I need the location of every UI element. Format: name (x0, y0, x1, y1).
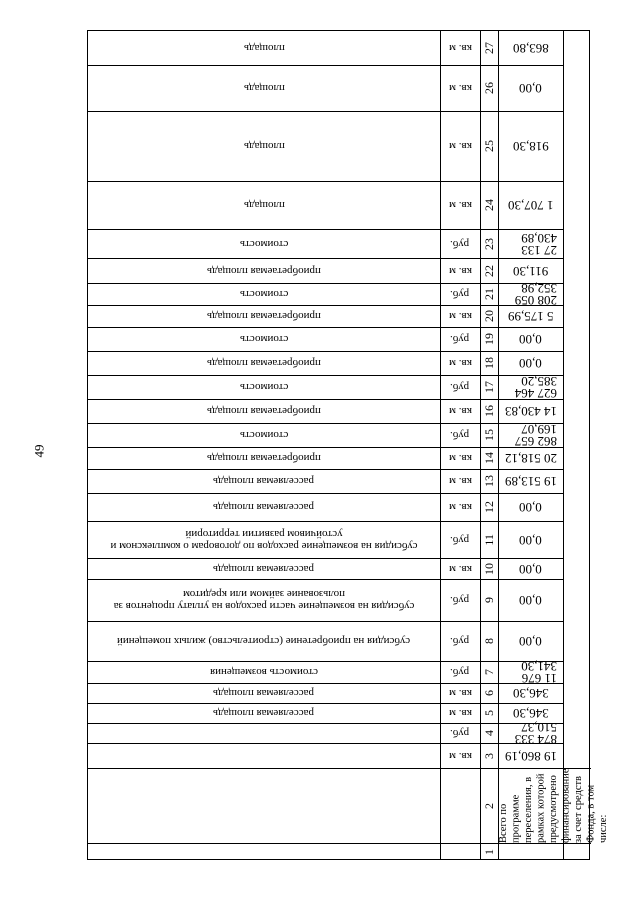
page-number: 49 (31, 444, 47, 458)
row-description (88, 469, 440, 493)
row-unit (440, 683, 480, 703)
row-divider (88, 843, 591, 844)
row-unit (440, 65, 480, 111)
row-number-text: 23 (482, 237, 496, 250)
row-unit (440, 423, 480, 447)
header-col-1-text: 1 (482, 849, 496, 855)
row-unit (440, 283, 480, 305)
row-description-text: стоимость (239, 429, 289, 441)
row-description-text: расселяемая площадь (213, 687, 315, 699)
row-description (88, 558, 440, 579)
row-description-text: площадь (243, 140, 285, 152)
row-description-text: приобретаемая площадь (207, 452, 321, 464)
row-description (88, 723, 440, 743)
row-unit (440, 31, 480, 65)
row-value-text: 863,80 (512, 41, 549, 56)
row-value-text: 0,00 (519, 332, 542, 347)
row-value (498, 423, 563, 447)
row-description (88, 351, 440, 375)
row-unit-text: кв. м (448, 42, 472, 54)
row-value (498, 351, 563, 375)
row-unit-text: руб. (450, 429, 470, 441)
row-number-text: 13 (482, 475, 496, 487)
row-number (480, 65, 498, 111)
row-title-text: Всего по программе переселения, в рамках которой предусмотрено финансирование за счет средств Фонда, в том числе: (498, 768, 609, 843)
row-unit-text: кв. м (448, 687, 472, 699)
row-number (480, 661, 498, 683)
row-number (480, 743, 498, 768)
row-value-text: 862 657 169,07 (514, 422, 557, 449)
row-description (88, 447, 440, 469)
row-number-text: 25 (482, 140, 496, 152)
row-description (88, 283, 440, 305)
row-description (88, 683, 440, 703)
row-unit (440, 558, 480, 579)
row-value-text: 0,00 (519, 634, 542, 649)
row-value (498, 579, 563, 621)
row-number (480, 375, 498, 399)
row-value (498, 327, 563, 351)
row-value (498, 305, 563, 327)
row-number-text: 7 (482, 669, 496, 675)
row-unit-text: кв. м (448, 357, 472, 369)
row-number-text: 27 (482, 42, 496, 54)
row-value-text: 346,30 (512, 686, 549, 701)
row-value (498, 521, 563, 558)
row-value (498, 229, 563, 258)
row-unit-text: кв. м (448, 82, 472, 94)
row-number (480, 351, 498, 375)
row-unit (440, 181, 480, 229)
row-unit-text: руб. (450, 381, 470, 393)
row-number-text: 22 (482, 264, 496, 277)
row-unit-text: кв. м (448, 140, 472, 152)
row-value (498, 558, 563, 579)
row-unit-text: руб. (450, 594, 470, 606)
row-description (88, 258, 440, 283)
row-value-text: 0,00 (519, 561, 542, 577)
row-number-text: 14 (482, 452, 496, 464)
row-value-text: 346,30 (512, 706, 549, 721)
row-description-text: субсидия на возмещение части расходов на уплату процентов за пользование займом или кредитом (113, 588, 415, 612)
row-unit (440, 305, 480, 327)
row-number-text: 15 (482, 429, 496, 441)
header-col-1 (480, 843, 498, 861)
row-number-text: 19 (482, 333, 496, 345)
row-description (88, 305, 440, 327)
row-unit (440, 111, 480, 181)
row-description (88, 375, 440, 399)
row-number (480, 111, 498, 181)
row-unit (440, 493, 480, 521)
row-description-text: стоимость (239, 333, 289, 345)
row-description-text: субсидия на возмещение расходов по договорам о комплексном и устойчивом развитии территорий (110, 527, 418, 552)
row-number-text: 12 (482, 501, 496, 513)
row-number-text: 3 (482, 752, 496, 759)
row-unit-text: кв. м (448, 264, 472, 277)
row-value (498, 720, 563, 747)
row-value-text: 0,00 (519, 356, 542, 371)
row-number (480, 469, 498, 493)
row-value-text: 1 707,30 (507, 198, 554, 213)
row-number (480, 521, 498, 558)
row-number (480, 399, 498, 423)
row-number-text: 6 (482, 690, 496, 696)
row-number (480, 447, 498, 469)
row-number (480, 31, 498, 65)
row-number (480, 558, 498, 579)
row-description (88, 31, 440, 65)
row-description (88, 423, 440, 447)
row-number-text: 4 (482, 730, 496, 736)
header-col-2 (480, 768, 498, 843)
row-value (498, 65, 563, 111)
row-number (480, 723, 498, 743)
row-value (498, 399, 563, 423)
header-col-2-text: 2 (482, 802, 496, 809)
row-number (480, 703, 498, 723)
row-number (480, 283, 498, 305)
row-value (498, 659, 563, 686)
row-unit-text: кв. м (448, 501, 472, 513)
row-value-text: 0,00 (519, 500, 542, 515)
row-number (480, 258, 498, 283)
row-description (88, 229, 440, 258)
row-number (480, 579, 498, 621)
row-value (498, 683, 563, 703)
row-number (480, 229, 498, 258)
row-value-text: 5 175,99 (507, 309, 554, 324)
row-unit-text: кв. м (448, 405, 472, 417)
row-description-text: расселяемая площадь (213, 501, 315, 513)
row-description-text: стоимость (239, 381, 289, 393)
row-description-text: стоимость (239, 237, 289, 250)
row-description-text: приобретаемая площадь (207, 264, 321, 277)
row-unit-text: руб. (450, 333, 470, 345)
row-number-text: 24 (482, 199, 496, 211)
row-number (480, 621, 498, 661)
row-unit (440, 469, 480, 493)
row-description-text: приобретаемая площадь (207, 405, 321, 417)
row-description-text: приобретаемая площадь (207, 357, 321, 369)
row-description (88, 181, 440, 229)
row-number (480, 327, 498, 351)
row-value-text: 918,30 (512, 139, 549, 154)
row-value-text: 874 333 510,37 (514, 720, 557, 747)
row-number-text: 9 (482, 597, 496, 603)
row-unit-text: кв. м (448, 749, 472, 762)
row-number-text: 11 (482, 533, 496, 546)
row-unit-text: руб. (450, 727, 470, 739)
row-description-text: расселяемая площадь (213, 475, 315, 487)
row-unit (440, 661, 480, 683)
row-value-text: 0,00 (519, 81, 542, 96)
row-number-text: 10 (482, 562, 496, 575)
row-value (498, 493, 563, 521)
row-value (498, 181, 563, 229)
row-unit-text: кв. м (448, 475, 472, 487)
row-unit (440, 521, 480, 558)
row-unit (440, 621, 480, 661)
row-value-text: 27 133 430,89 (521, 230, 557, 258)
row-unit (440, 351, 480, 375)
row-description-text: площадь (243, 42, 285, 54)
row-value-text: 14 430,83 (504, 404, 557, 419)
row-number-text: 18 (482, 357, 496, 369)
row-unit-text: кв. м (448, 310, 472, 322)
row-value (498, 447, 563, 469)
row-unit (440, 327, 480, 351)
row-description-text: площадь (243, 82, 285, 94)
row-value-text: 11 676 341,30 (521, 659, 557, 686)
row-value-text: 20 518,12 (504, 451, 557, 466)
row-description (88, 661, 440, 683)
rotated-table-frame (87, 30, 609, 860)
row-description-text: стоимость (239, 288, 289, 300)
row-description (88, 521, 440, 558)
row-description (88, 743, 440, 768)
row-description (88, 703, 440, 723)
row-number-text: 21 (482, 288, 496, 300)
row-number-text: 5 (482, 710, 496, 716)
row-number-text: 20 (482, 310, 496, 322)
row-value (498, 375, 563, 399)
row-value-text: 0,00 (519, 593, 542, 608)
row-value (498, 621, 563, 661)
row-unit (440, 743, 480, 768)
row-unit-text: кв. м (448, 562, 472, 575)
row-description (88, 621, 440, 661)
column-divider (563, 31, 564, 859)
row-description (88, 579, 440, 621)
row-number (480, 423, 498, 447)
row-value (498, 258, 563, 283)
row-unit (440, 447, 480, 469)
row-description-text: приобретаемая площадь (207, 310, 321, 322)
row-number-text: 26 (482, 82, 496, 94)
row-number-text: 8 (482, 638, 496, 644)
row-unit (440, 723, 480, 743)
row-description-text: площадь (243, 199, 285, 211)
row-unit (440, 258, 480, 283)
row-description (88, 111, 440, 181)
row-unit-text: руб. (450, 237, 470, 250)
row-number (480, 683, 498, 703)
row-unit-text: кв. м (448, 199, 472, 211)
row-number (480, 493, 498, 521)
row-description-text: стоимость возмещения (210, 666, 318, 678)
row-value (498, 111, 563, 181)
row-value-text: 19 513,89 (504, 474, 557, 489)
row-title (498, 768, 609, 843)
row-value (498, 281, 563, 308)
row-description (88, 327, 440, 351)
row-unit (440, 375, 480, 399)
row-value (498, 469, 563, 493)
row-value (498, 31, 563, 65)
row-unit-text: руб. (450, 533, 470, 546)
row-value-text: 19 860,19 (504, 748, 557, 764)
row-unit-text: руб. (450, 288, 470, 300)
row-unit (440, 229, 480, 258)
row-unit-text: кв. м (448, 707, 472, 719)
row-unit-text: руб. (450, 635, 470, 647)
row-unit-text: кв. м (448, 452, 472, 464)
row-unit (440, 579, 480, 621)
row-unit (440, 703, 480, 723)
row-number (480, 305, 498, 327)
row-description (88, 65, 440, 111)
row-description-text: субсидия на приобретение (строительство) жилых помещений (117, 635, 411, 647)
row-number-text: 17 (482, 381, 496, 393)
row-value-text: 208 059 352,98 (514, 281, 557, 308)
row-value-text: 911,30 (512, 263, 549, 279)
row-number (480, 181, 498, 229)
row-description (88, 399, 440, 423)
row-value (498, 703, 563, 723)
row-number-text: 16 (482, 405, 496, 417)
row-value-text: 627 464 385,20 (514, 374, 557, 401)
row-description (88, 493, 440, 521)
row-description-text: расселяемая площадь (213, 707, 315, 719)
row-value-text: 0,00 (519, 532, 542, 548)
data-table (87, 30, 609, 860)
row-description-text: расселяемая площадь (213, 562, 315, 575)
row-unit (440, 399, 480, 423)
row-unit-text: руб. (450, 666, 470, 678)
